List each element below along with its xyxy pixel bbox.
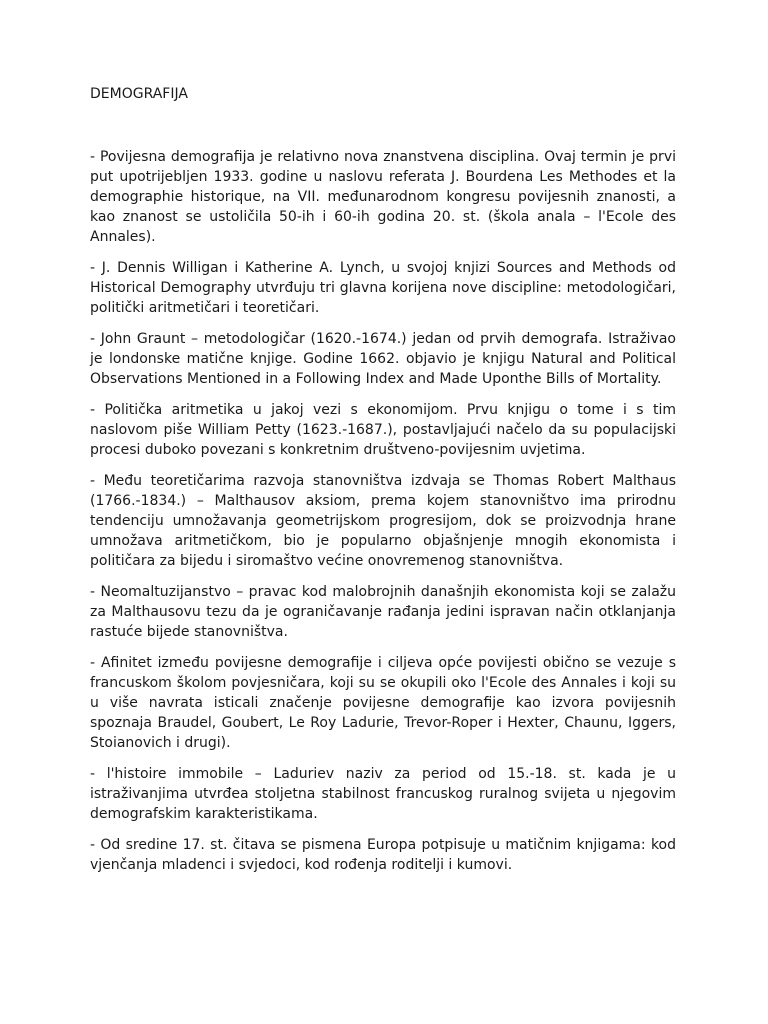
document-title: DEMOGRAFIJA (90, 86, 188, 102)
document-body (90, 147, 676, 886)
paragraph: - Politička aritmetika u jakoj vezi s ekonomijom. Prvu knjigu o tome i s tim naslovom piše William Petty (1623.-1687.), postavljajući načelo da su populacijski procesi duboko povezani s konkretnim društveno-povijesnim uvjetima. (90, 402, 676, 458)
paragraph: - John Graunt – metodologičar (1620.-1674.) jedan od prvih demografa. Istraživao je londonske matične knjige. Godine 1662. objavio je knjigu Natural and Political Observations Mentioned in a Following Index and Made Uponthe Bills of Mortality. (90, 331, 676, 387)
paragraph: - Afinitet između povijesne demografije i ciljeva opće povijesti obično se vezuje s francuskom školom povjesničara, koji su se okupili oko l'Ecole des Annales i koji su u više navrata isticali značenje povijesne demografije kao izvora povijesnih spoznaja Braudel, Goubert, Le Roy Ladurie, Trevor-Roper i Hexter, Chaunu, Iggers, Stoianovich i drugi). (90, 655, 676, 751)
paragraph: - Neomaltuzijanstvo – pravac kod malobrojnih današnjih ekonomista koji se zalažu za Malthausovu tezu da je ograničavanje rađanja jedini ispravan način otklanjanja rastuće bijede stanovništva. (90, 584, 676, 640)
document-page (90, 0, 676, 1024)
paragraph: - Povijesna demografija je relativno nova znanstvena disciplina. Ovaj termin je prvi put upotrijebljen 1933. godine u naslovu referata J. Bourdena Les Methodes et la demographie historique, na VII. međunarodnom kongresu povijesnih znanosti, a kao znanost se ustoličila 50-ih i 60-ih godina 20. st. (škola anala – l'Ecole des Annales). (90, 149, 676, 245)
paragraph: - J. Dennis Willigan i Katherine A. Lynch, u svojoj knjizi Sources and Methods od Historical Demography utvrđuju tri glavna korijena nove discipline: metodologičari, politički aritmetičari i teoretičari. (90, 260, 676, 316)
paragraph: - l'histoire immobile – Laduriev naziv za period od 15.-18. st. kada je u istraživanjima utvrđea stoljetna stabilnost francuskog ruralnog svijeta u njegovim demografskim karakteristikama. (90, 766, 676, 822)
paragraph: - Među teoretičarima razvoja stanovništva izdvaja se Thomas Robert Malthaus (1766.-1834.) – Malthausov aksiom, prema kojem stanovništvo ima prirodnu tendenciju umnožavanja geometrijskom progresijom, dok se proizvodnja hrane umnožava aritmetičkom, bio je popularno objašnjenje mnogih ekonomista i političara za bijedu i siromaštvo većine onovremenog stanovništva. (90, 473, 676, 569)
paragraph: - Od sredine 17. st. čitava se pismena Europa potpisuje u matičnim knjigama: kod vjenčanja mladenci i svjedoci, kod rođenja roditelji i kumovi. (90, 837, 676, 873)
